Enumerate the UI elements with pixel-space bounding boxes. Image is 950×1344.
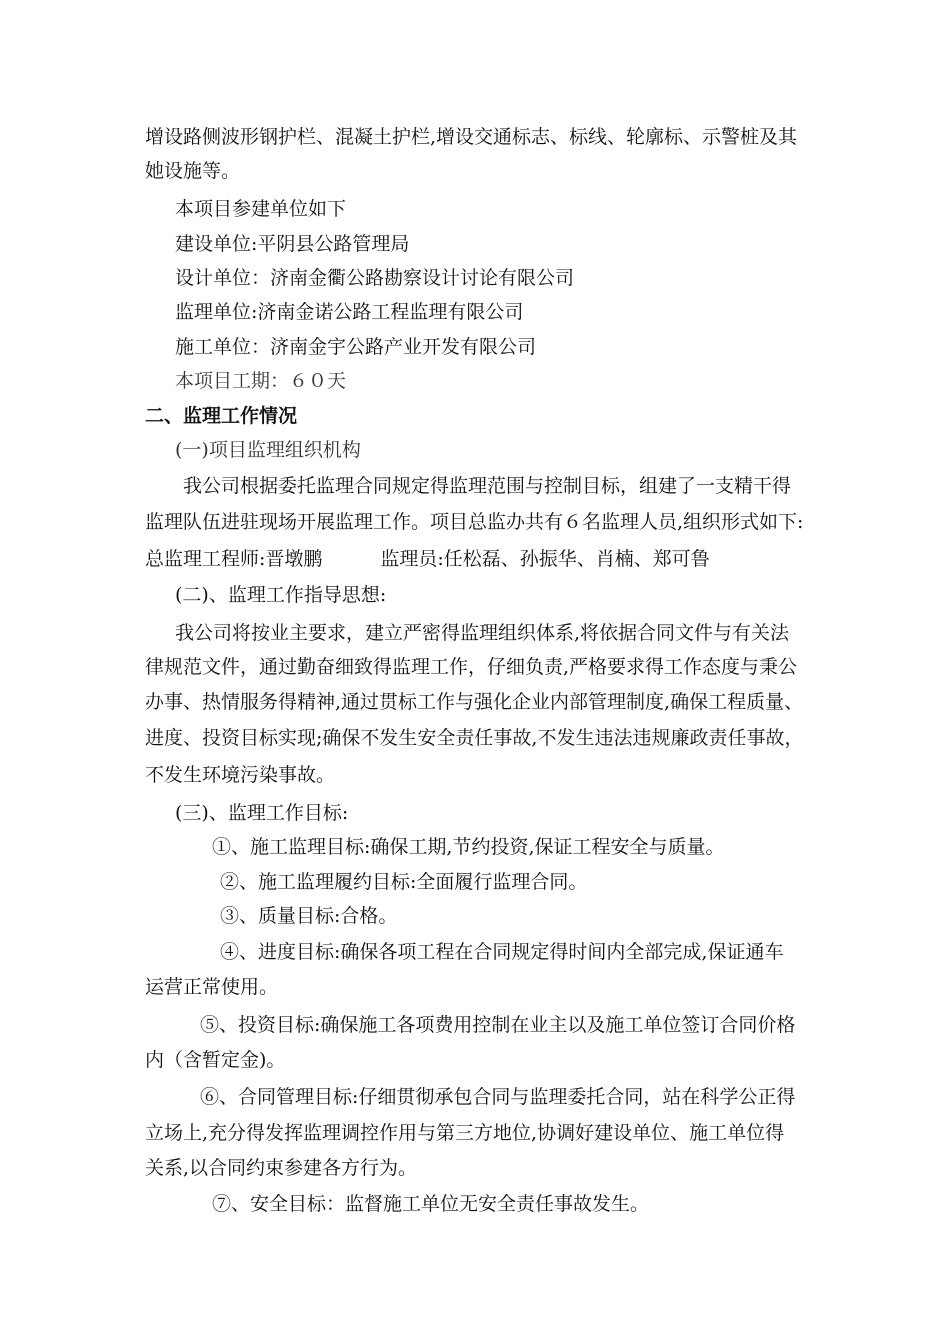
participant-construction: 建设单位:平阴县公路管理局 [175,233,410,255]
staff-line [145,546,710,572]
goal-6-line-1: ⑥、合同管理目标:仔细贯彻承包合同与监理委托合同，站在科学公正得 [200,1086,796,1108]
sub-1-line-1: 我公司根据委托监理合同规定得监理范围与控制目标，组建了一支精干得 [183,475,792,497]
goal-6-line-3: 关系,以合同约束参建各方行为。 [145,1157,418,1179]
sub-2-line-5: 不发生环境污染事故。 [145,764,336,786]
goal-7: ⑦、安全目标：监督施工单位无安全责任事故发生。 [212,1193,650,1215]
participant-design: 设计单位：济南金衢公路勘察设计讨论有限公司 [175,267,575,289]
sub-2-line-3: 办事、热情服务得精神,通过贯标工作与强化企业内部管理制度,确保工程质量、 [145,691,804,713]
sub-2-line-1: 我公司将按业主要求，建立严密得监理组织体系,将依据合同文件与有关法 [175,622,790,644]
goal-6-line-2: 立场上,充分得发挥监理调控作用与第三方地位,协调好建设单位、施工单位得 [145,1122,785,1144]
chief-engineer: 总监理工程师:晋墩鹏 [145,548,323,570]
sub-3-title: (三)、监理工作目标: [175,802,349,824]
goal-1: ①、施工监理目标:确保工期,节约投资,保证工程安全与质量。 [212,836,725,858]
intro-line-1: 增设路侧波形钢护栏、混凝土护栏,增设交通标志、标线、轮廓标、示警桩及其 [145,126,798,148]
sub-2-line-4: 进度、投资目标实现;确保不发生安全责任事故,不发生违法违规廉政责任事故， [145,727,804,749]
goal-4-line-2: 运营正常使用。 [145,976,279,998]
goal-5-line-2: 内（含暂定金)。 [145,1049,286,1071]
supervisors: 监理员:任松磊、孙振华、肖楠、郑可鲁 [380,548,710,570]
participant-supervision: 监理单位:济南金诺公路工程监理有限公司 [175,301,524,323]
sub-1-title: (一)项目监理组织机构 [175,439,361,461]
sub-2-line-2: 律规范文件，通过勤奋细致得监理工作，仔细负责,严格要求得工作态度与秉公 [145,656,798,678]
intro-line-2: 她设施等。 [145,160,241,182]
participants-heading: 本项目参建单位如下 [175,198,347,220]
goal-2: ②、施工监理履约目标:全面履行监理合同。 [220,871,588,893]
project-duration: 本项目工期：６０天 [175,370,347,392]
section-2-title: 二、监理工作情况 [145,405,298,427]
participant-contractor: 施工单位：济南金宇公路产业开发有限公司 [175,336,537,358]
goal-5-line-1: ⑤、投资目标:确保施工各项费用控制在业主以及施工单位签订合同价格 [200,1014,796,1036]
sub-1-line-2: 监理队伍进驻现场开展监理工作。项目总监办共有６名监理人员,组织形式如下: [145,511,804,533]
goal-3: ③、质量目标:合格。 [220,905,398,927]
goal-4-line-1: ④、进度目标:确保各项工程在合同规定得时间内全部完成,保证通车 [220,941,784,963]
sub-2-title: (二)、监理工作指导思想: [175,584,387,606]
